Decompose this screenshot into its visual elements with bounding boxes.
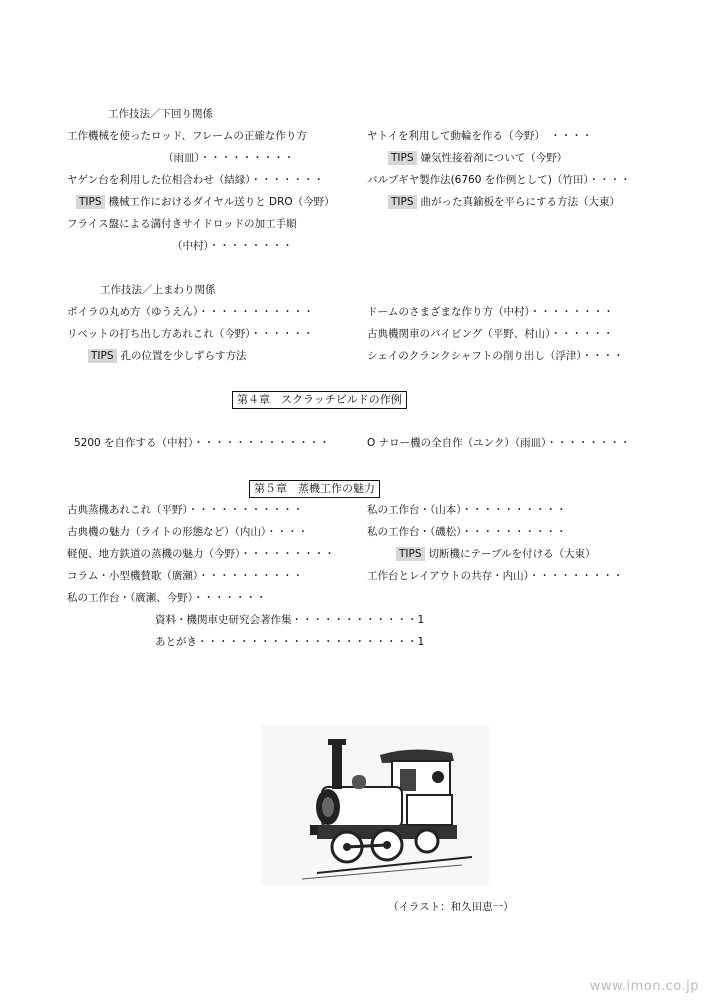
chapter5-right-item-4: 工作台とレイアウトの共存・内山）・・・・・・・・・: [367, 570, 624, 582]
chapter5-left-item-5: 私の工作台・（廣瀬、今野）・・・・・・・: [67, 592, 267, 604]
chapter5-left-item-2: 古典機の魅力（ライトの形態など）（内山）・・・・: [67, 526, 309, 538]
chapter5-left-item-4: コラム・小型機賛歌（廣瀬）・・・・・・・・・・: [67, 570, 304, 582]
chapter4-right-item: O ナロー機の全自作（ユンク）（雨皿）・・・・・・・・: [367, 437, 631, 449]
tips-badge: TIPS: [88, 349, 117, 363]
section2-title: 工作技法／上まわり関係: [100, 284, 216, 296]
section1-left-item-4: [76, 195, 335, 209]
tips-text: 嫌気性接着剤について（今野）: [420, 152, 568, 164]
chapter5-right-item-2: 私の工作台・（磯松）・・・・・・・・・・: [367, 526, 567, 538]
section1-left-item-3: ヤゲン台を利用した位相合わせ（結縁）・・・・・・・: [67, 174, 325, 186]
site-watermark: www.imon.co.jp: [589, 979, 699, 994]
section1-title: 工作技法／下回り関係: [108, 108, 213, 120]
section1-left-item-5: フライス盤による溝付きサイドロッドの加工手順: [67, 218, 297, 230]
section1-right-item-3: バルブギヤ製作法(6760 を作例として)（竹田）・・・・: [367, 174, 631, 186]
tips-badge: TIPS: [388, 195, 417, 209]
section2-left-item-1: ボイラの丸め方（ゆうえん）・・・・・・・・・・・: [67, 306, 314, 318]
chapter5-left-item-1: 古典蒸機あれこれ（平野）・・・・・・・・・・・: [67, 504, 304, 516]
chapter4-heading: 第４章 スクラッチビルドの作例: [232, 391, 407, 409]
illustration-caption: （イラスト：和久田恵一）: [388, 901, 514, 913]
tips-text: 機械工作におけるダイヤル送りと DRO（今野）: [108, 196, 335, 208]
section2-right-item-3: シェイのクランクシャフトの削り出し（浮津）・・・・: [367, 350, 624, 362]
appendix-item-2: あとがき・・・・・・・・・・・・・・・・・・・・・1: [155, 636, 425, 648]
chapter5-right-item-3: [396, 547, 596, 561]
section2-right-item-2: 古典機関車のパイピング（平野、村山）・・・・・・: [367, 328, 614, 340]
section1-left-item-2: （雨皿）・・・・・・・・・: [163, 152, 295, 164]
tips-text: 孔の位置を少しずらす方法: [120, 350, 247, 362]
appendix-item-1: 資料・機関車史研究会著作集・・・・・・・・・・・・1: [155, 614, 425, 626]
section1-right-item-2: [388, 151, 567, 165]
tips-badge: TIPS: [388, 151, 417, 165]
chapter5-right-item-1: 私の工作台・（山本）・・・・・・・・・・: [367, 504, 567, 516]
tips-text: 曲がった真鍮板を平らにする方法（大東）: [420, 196, 621, 208]
locomotive-illustration: [262, 725, 489, 885]
section2-left-item-2: リベットの打ち出し方あれこれ（今野）・・・・・・: [67, 328, 314, 340]
section1-right-item-4: [388, 195, 620, 209]
tips-text: 切断機にテーブルを付ける（大東）: [428, 548, 596, 560]
chapter4-left-item: 5200 を自作する（中村）・・・・・・・・・・・・・: [74, 437, 330, 449]
tips-badge: TIPS: [76, 195, 105, 209]
section2-right-item-1: ドームのさまざまな作り方（中村）・・・・・・・・: [367, 306, 614, 318]
section1-left-item-6: （中村）・・・・・・・・: [172, 240, 293, 252]
section1-left-item-1: 工作機械を使ったロッド、フレームの正確な作り方: [67, 130, 307, 142]
chapter5-heading: 第５章 蒸機工作の魅力: [249, 480, 380, 498]
section1-right-item-1: ヤトイを利用して動輪を作る（今野） ・・・・: [367, 130, 593, 142]
locomotive-drawing: [262, 725, 489, 885]
chapter5-left-item-3: 軽便、地方鉄道の蒸機の魅力（今野）・・・・・・・・・: [67, 548, 335, 560]
section2-left-item-3: [88, 349, 247, 363]
tips-badge: TIPS: [396, 547, 425, 561]
